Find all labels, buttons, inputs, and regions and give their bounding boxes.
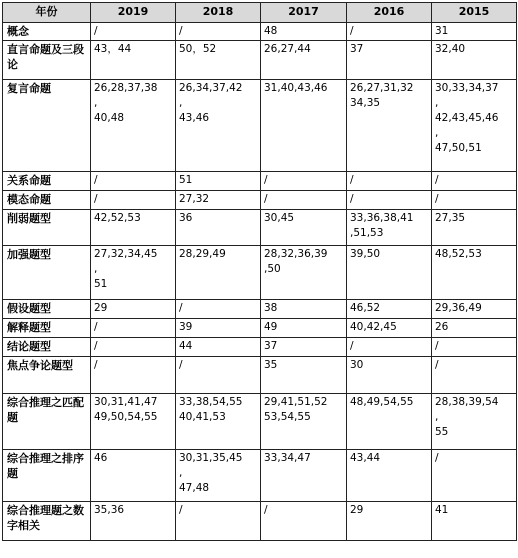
- cell-line: 48,49,54,55: [350, 396, 414, 408]
- cell-line: ,: [179, 467, 183, 479]
- table-row: [3, 450, 517, 502]
- table-cell: [347, 319, 432, 338]
- year-header-2017: 2017: [261, 3, 347, 23]
- cell-line: 43，44: [94, 43, 132, 55]
- cell-line: /: [179, 302, 183, 314]
- cell-line: 34,35: [350, 97, 381, 109]
- table-cell: [176, 41, 261, 80]
- table-cell: [91, 319, 176, 338]
- cell-line: 31,40,43,46: [264, 82, 328, 94]
- table-cell: [432, 41, 517, 80]
- table-cell: [261, 172, 347, 191]
- cell-line: /: [435, 452, 439, 464]
- cell-line: 32,40: [435, 43, 466, 55]
- table-cell: [261, 338, 347, 357]
- table-cell: [347, 300, 432, 319]
- table-cell: [176, 394, 261, 450]
- cell-line: /: [94, 359, 98, 371]
- cell-line: 49,50,54,55: [94, 411, 158, 423]
- cell-line: /: [350, 25, 354, 37]
- cell-line: 31: [435, 25, 449, 37]
- cell-line: 48: [264, 25, 278, 37]
- cell-line: 30,33,34,37: [435, 82, 499, 94]
- cell-line: ,50: [264, 263, 281, 275]
- row-label: 解释题型: [3, 319, 91, 338]
- cell-line: ,: [94, 97, 98, 109]
- cell-line: 30,31,35,45: [179, 452, 243, 464]
- table-row: [3, 246, 517, 300]
- cell-line: /: [264, 504, 268, 516]
- cell-line: 33,36,38,41: [350, 212, 414, 224]
- table-row: [3, 172, 517, 191]
- cell-line: 26,27,31,32: [350, 82, 414, 94]
- cell-line: 47,48: [179, 482, 210, 494]
- row-label: 直言命题及三段论: [3, 41, 91, 80]
- table-cell: [91, 300, 176, 319]
- table-cell: [91, 357, 176, 394]
- table-cell: [176, 246, 261, 300]
- cell-line: 35: [264, 359, 278, 371]
- table-row: [3, 502, 517, 541]
- cell-line: 36: [179, 212, 193, 224]
- table-cell: [432, 357, 517, 394]
- cell-line: 53,54,55: [264, 411, 311, 423]
- cell-line: 41: [435, 504, 449, 516]
- year-corner-header: 年份: [3, 3, 91, 23]
- year-header-2019: 2019: [91, 3, 176, 23]
- table-cell: [91, 191, 176, 210]
- cell-line: 26,27,44: [264, 43, 311, 55]
- table-cell: [347, 357, 432, 394]
- cell-line: 28,29,49: [179, 248, 226, 260]
- table-row: [3, 394, 517, 450]
- cell-line: 47,50,51: [435, 142, 482, 154]
- year-header-2018: 2018: [176, 3, 261, 23]
- table-cell: [261, 80, 347, 172]
- cell-line: 44: [179, 340, 193, 352]
- table-cell: [91, 23, 176, 41]
- row-label: 关系命题: [3, 172, 91, 191]
- cell-line: 40,42,45: [350, 321, 397, 333]
- cell-line: 30,45: [264, 212, 295, 224]
- exam-topic-table: [2, 2, 517, 541]
- table-cell: [347, 450, 432, 502]
- table-cell: [176, 300, 261, 319]
- table-cell: [176, 450, 261, 502]
- table-cell: [347, 41, 432, 80]
- cell-line: 39,50: [350, 248, 381, 260]
- table-cell: [432, 450, 517, 502]
- table-cell: [432, 502, 517, 541]
- table-cell: [432, 80, 517, 172]
- table-cell: [176, 23, 261, 41]
- cell-line: 55: [435, 426, 449, 438]
- cell-line: /: [350, 174, 354, 186]
- cell-line: 51: [179, 174, 193, 186]
- table-row: [3, 319, 517, 338]
- table-cell: [91, 210, 176, 246]
- table-cell: [176, 338, 261, 357]
- header-row: [3, 3, 517, 23]
- table-cell: [176, 191, 261, 210]
- table-cell: [176, 80, 261, 172]
- table-cell: [261, 191, 347, 210]
- cell-line: ,: [179, 97, 183, 109]
- cell-line: 51: [94, 278, 108, 290]
- cell-line: 28,38,39,54: [435, 396, 499, 408]
- cell-line: /: [350, 340, 354, 352]
- row-label: 焦点争论题型: [3, 357, 91, 394]
- row-label: 假设题型: [3, 300, 91, 319]
- cell-line: 42,43,45,46: [435, 112, 499, 124]
- table-cell: [261, 319, 347, 338]
- table-cell: [261, 300, 347, 319]
- table-cell: [176, 357, 261, 394]
- cell-line: 37: [350, 43, 364, 55]
- cell-line: 39: [179, 321, 193, 333]
- cell-line: 26: [435, 321, 449, 333]
- cell-line: 30,31,41,47: [94, 396, 158, 408]
- cell-line: 29: [350, 504, 364, 516]
- row-label: 综合推理之匹配题: [3, 394, 91, 450]
- cell-line: 43,44: [350, 452, 381, 464]
- row-label: 概念: [3, 23, 91, 41]
- cell-line: /: [179, 359, 183, 371]
- cell-line: ,: [94, 263, 98, 275]
- table-cell: [91, 338, 176, 357]
- table-cell: [176, 319, 261, 338]
- cell-line: 33,34,47: [264, 452, 311, 464]
- table-cell: [261, 246, 347, 300]
- cell-line: 43,46: [179, 112, 210, 124]
- year-header-2015: 2015: [432, 3, 517, 23]
- cell-line: 35,36: [94, 504, 125, 516]
- table-cell: [261, 210, 347, 246]
- table-cell: [347, 191, 432, 210]
- table-cell: [347, 80, 432, 172]
- cell-line: /: [94, 174, 98, 186]
- cell-line: ,: [435, 127, 439, 139]
- cell-line: ,51,53: [350, 227, 384, 239]
- table-cell: [261, 502, 347, 541]
- row-label: 综合推理之排序题: [3, 450, 91, 502]
- cell-line: 37: [264, 340, 278, 352]
- row-label: 加强题型: [3, 246, 91, 300]
- table-cell: [432, 394, 517, 450]
- table-row: [3, 41, 517, 80]
- table-cell: [432, 246, 517, 300]
- year-header-2016: 2016: [347, 3, 432, 23]
- row-label: 结论题型: [3, 338, 91, 357]
- cell-line: 46,52: [350, 302, 381, 314]
- table-cell: [432, 172, 517, 191]
- cell-line: ,: [435, 411, 439, 423]
- table-cell: [91, 394, 176, 450]
- row-label: 复言命题: [3, 80, 91, 172]
- table-cell: [432, 191, 517, 210]
- cell-line: /: [179, 504, 183, 516]
- table-cell: [261, 394, 347, 450]
- cell-line: 50，52: [179, 43, 217, 55]
- table-cell: [347, 246, 432, 300]
- cell-line: ,: [435, 97, 439, 109]
- table-cell: [261, 41, 347, 80]
- row-label: 削弱题型: [3, 210, 91, 246]
- row-label: 模态命题: [3, 191, 91, 210]
- cell-line: /: [264, 193, 268, 205]
- cell-line: 38: [264, 302, 278, 314]
- cell-line: /: [264, 174, 268, 186]
- cell-line: 40,48: [94, 112, 125, 124]
- cell-line: 26,28,37,38: [94, 82, 158, 94]
- table-cell: [347, 23, 432, 41]
- cell-line: 29: [94, 302, 108, 314]
- table-cell: [91, 502, 176, 541]
- cell-line: 29,36,49: [435, 302, 482, 314]
- table-cell: [176, 502, 261, 541]
- cell-line: 27,35: [435, 212, 466, 224]
- table-row: [3, 300, 517, 319]
- cell-line: 33,38,54,55: [179, 396, 243, 408]
- table-cell: [432, 338, 517, 357]
- table-cell: [432, 300, 517, 319]
- cell-line: 46: [94, 452, 108, 464]
- table-cell: [261, 450, 347, 502]
- table-cell: [176, 172, 261, 191]
- table-cell: [91, 246, 176, 300]
- table-cell: [261, 23, 347, 41]
- cell-line: /: [94, 321, 98, 333]
- table-row: [3, 357, 517, 394]
- cell-line: /: [435, 193, 439, 205]
- cell-line: 40,41,53: [179, 411, 226, 423]
- table-cell: [176, 210, 261, 246]
- table-cell: [91, 80, 176, 172]
- cell-line: /: [179, 25, 183, 37]
- cell-line: 30: [350, 359, 364, 371]
- table-row: [3, 210, 517, 246]
- cell-line: /: [435, 174, 439, 186]
- row-label: 综合推理题之数字相关: [3, 502, 91, 541]
- table-cell: [432, 23, 517, 41]
- table-row: [3, 191, 517, 210]
- table-row: [3, 338, 517, 357]
- cell-line: 26,34,37,42: [179, 82, 243, 94]
- cell-line: /: [94, 340, 98, 352]
- table-cell: [347, 394, 432, 450]
- table-cell: [347, 502, 432, 541]
- table-cell: [261, 357, 347, 394]
- table-cell: [432, 319, 517, 338]
- table-cell: [347, 172, 432, 191]
- cell-line: /: [435, 340, 439, 352]
- table-cell: [91, 41, 176, 80]
- cell-line: 29,41,51,52: [264, 396, 328, 408]
- table-cell: [347, 338, 432, 357]
- table-cell: [432, 210, 517, 246]
- table-cell: [91, 172, 176, 191]
- table-row: [3, 80, 517, 172]
- cell-line: 48,52,53: [435, 248, 482, 260]
- cell-line: /: [94, 25, 98, 37]
- cell-line: 27,32,34,45: [94, 248, 158, 260]
- cell-line: 42,52,53: [94, 212, 141, 224]
- cell-line: 49: [264, 321, 278, 333]
- cell-line: /: [350, 193, 354, 205]
- table-cell: [347, 210, 432, 246]
- table-cell: [91, 450, 176, 502]
- cell-line: 28,32,36,39: [264, 248, 328, 260]
- cell-line: /: [435, 359, 439, 371]
- cell-line: 27,32: [179, 193, 210, 205]
- table-row: [3, 23, 517, 41]
- cell-line: /: [94, 193, 98, 205]
